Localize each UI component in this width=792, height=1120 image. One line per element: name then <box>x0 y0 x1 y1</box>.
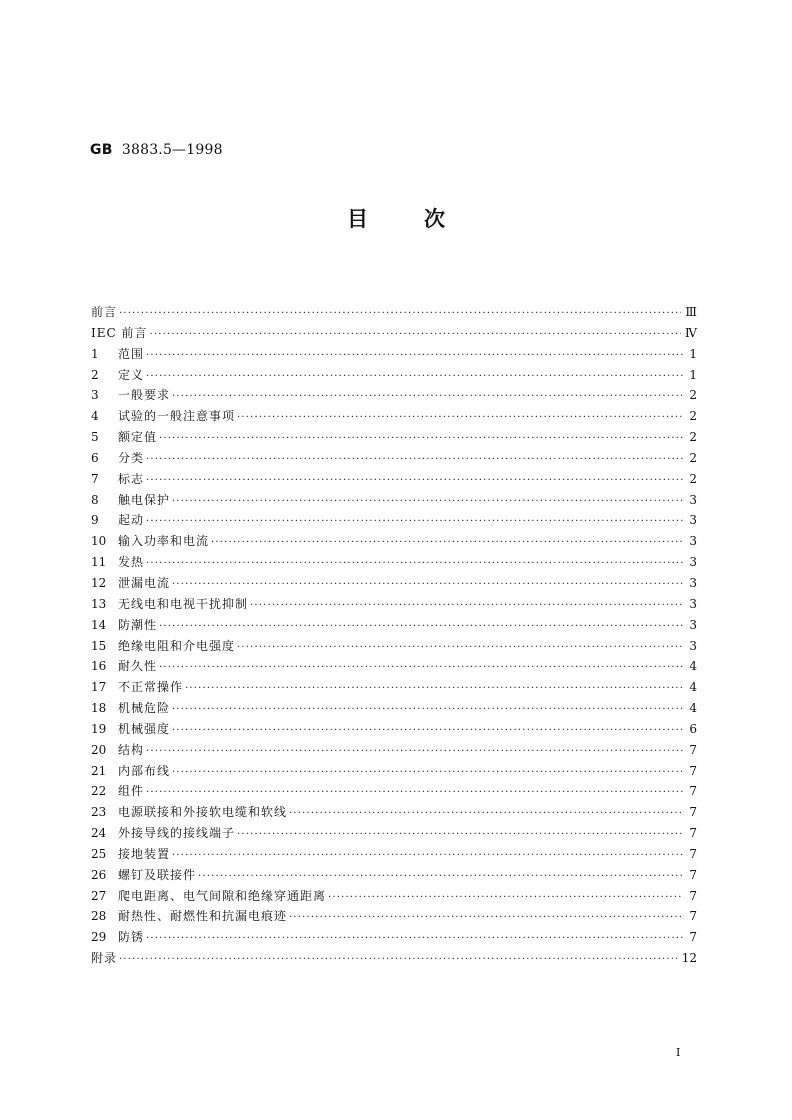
toc-entry-label: 机械危险 <box>118 701 171 716</box>
page-title <box>0 203 792 233</box>
toc-entry-page: 2 <box>689 471 697 486</box>
toc-entry <box>91 781 697 802</box>
toc-entry-number: 1 <box>91 346 99 361</box>
toc-entry-page: 7 <box>689 867 697 882</box>
toc-entry <box>91 740 697 761</box>
toc-entry-label: 螺钉及联接件 <box>118 867 197 882</box>
toc-dot-leader <box>211 533 683 554</box>
toc-entry-page: Ⅳ <box>685 325 697 340</box>
toc-entry-number: 26 <box>91 867 107 882</box>
toc-dot-leader <box>237 638 683 659</box>
toc-entry <box>91 385 697 406</box>
toc-entry-page: 3 <box>689 638 697 653</box>
toc-entry-page: 3 <box>689 617 697 632</box>
standard-prefix: GB <box>90 142 113 158</box>
toc-entry-page: 3 <box>689 534 697 549</box>
toc-entry-label: 定义 <box>118 367 145 382</box>
toc-entry <box>91 615 697 636</box>
toc-dot-leader <box>172 575 683 596</box>
toc-dot-leader <box>172 700 683 721</box>
toc-entry-page: 12 <box>681 951 697 966</box>
title-char-1: 目 <box>347 206 368 231</box>
toc-dot-leader <box>172 763 683 784</box>
toc-entry <box>91 719 697 740</box>
toc-dot-leader <box>146 742 683 763</box>
toc-entry-number: 8 <box>91 492 99 507</box>
toc-entry-label: 防潮性 <box>118 617 158 632</box>
toc-dot-leader <box>146 929 683 950</box>
toc-entry <box>91 510 697 531</box>
toc-entry <box>91 302 697 323</box>
toc-entry <box>91 948 697 969</box>
toc-entry-number: 4 <box>91 409 99 424</box>
toc-dot-leader <box>119 950 678 971</box>
toc-entry-number: 6 <box>91 450 99 465</box>
toc-entry <box>91 323 697 344</box>
toc-entry-label: 前言 <box>91 305 118 319</box>
toc-entry-label: 机械强度 <box>118 721 171 736</box>
toc-dot-leader <box>146 783 683 804</box>
toc-entry-label: 结构 <box>118 742 145 757</box>
toc-entry-page: 4 <box>689 659 697 674</box>
toc-entry <box>91 886 697 907</box>
toc-entry-label: 内部布线 <box>118 763 171 778</box>
toc-entry-number: 13 <box>91 596 107 611</box>
toc-entry-number: 20 <box>91 742 107 757</box>
toc-entry-number: 5 <box>91 430 99 445</box>
toc-entry-number: 11 <box>91 555 107 570</box>
toc-entry-label: 防锈 <box>118 930 145 945</box>
toc-entry <box>91 844 697 865</box>
toc-entry-number: 12 <box>91 575 107 590</box>
toc-entry-label: 接地装置 <box>118 846 171 861</box>
toc-entry <box>91 365 697 386</box>
toc-entry <box>91 427 697 448</box>
toc-dot-leader <box>159 429 683 450</box>
toc-dot-leader <box>198 867 683 888</box>
toc-entry-label: 电源联接和外接软电缆和软线 <box>118 805 288 820</box>
toc-entry-label: 不正常操作 <box>118 680 184 695</box>
toc-entry-number: 28 <box>91 909 107 924</box>
toc-entry-number: 24 <box>91 826 107 841</box>
toc-entry-label: 泄漏电流 <box>118 575 171 590</box>
toc-entry-label: 耐热性、耐燃性和抗漏电痕迹 <box>118 909 288 924</box>
toc-entry-number: 16 <box>91 659 107 674</box>
toc-entry-number: 9 <box>91 513 99 528</box>
toc-entry <box>91 802 697 823</box>
toc-entry-label: 绝缘电阻和介电强度 <box>118 638 236 653</box>
toc-entry-number: 25 <box>91 846 107 861</box>
toc-entry-number: 14 <box>91 617 107 632</box>
toc-entry-page: 7 <box>689 909 697 924</box>
toc-entry-label: 无线电和电视干扰抑制 <box>118 596 249 611</box>
toc-dot-leader <box>150 325 682 346</box>
toc-entry-label: 试验的一般注意事项 <box>118 409 236 424</box>
toc-entry-label: 额定值 <box>118 430 158 445</box>
toc-entry-page: 7 <box>689 763 697 778</box>
toc-dot-leader <box>159 617 683 638</box>
toc-dot-leader <box>172 846 683 867</box>
toc-entry-label: 附录 <box>91 951 118 966</box>
toc-dot-leader <box>146 471 683 492</box>
toc-entry-page: 2 <box>689 450 697 465</box>
toc-entry-number: 18 <box>91 701 107 716</box>
toc-entry-page: 7 <box>689 846 697 861</box>
toc-entry-label: 输入功率和电流 <box>118 534 210 549</box>
toc-entry <box>91 823 697 844</box>
toc-dot-leader <box>146 450 683 471</box>
toc-entry-label: 范围 <box>118 346 145 361</box>
toc-entry <box>91 656 697 677</box>
toc-entry-label: 发热 <box>118 555 145 570</box>
toc-entry-number: 29 <box>91 930 107 945</box>
toc-entry <box>91 573 697 594</box>
toc-entry-number: 17 <box>91 680 107 695</box>
toc-entry <box>91 636 697 657</box>
toc-entry <box>91 344 697 365</box>
toc-entry <box>91 865 697 886</box>
toc-entry <box>91 677 697 698</box>
toc-entry-number: 10 <box>91 534 107 549</box>
toc-dot-leader <box>119 304 681 325</box>
toc-entry <box>91 448 697 469</box>
toc-entry <box>91 469 697 490</box>
toc-entry <box>91 594 697 615</box>
toc-dot-leader <box>172 492 683 513</box>
toc-entry <box>91 698 697 719</box>
toc-entry-page: 4 <box>689 701 697 716</box>
toc-entry-page: 3 <box>689 492 697 507</box>
toc-entry-number: 22 <box>91 784 107 799</box>
standard-number: 3883.5—1998 <box>121 142 223 158</box>
toc-entry-page: 4 <box>689 680 697 695</box>
toc-entry-label: 外接导线的接线端子 <box>118 826 236 841</box>
toc-entry-number: 27 <box>91 888 107 903</box>
toc-dot-leader <box>172 387 683 408</box>
toc-entry <box>91 490 697 511</box>
toc-entry-page: 3 <box>689 513 697 528</box>
toc-dot-leader <box>237 408 683 429</box>
toc-entry-page: 2 <box>689 388 697 403</box>
standard-code <box>90 142 223 158</box>
toc-entry-label: 触电保护 <box>118 492 171 507</box>
toc-entry <box>91 927 697 948</box>
toc-entry-page: 2 <box>689 409 697 424</box>
toc-entry-label: 组件 <box>118 784 145 799</box>
toc-entry <box>91 406 697 427</box>
toc-entry <box>91 552 697 573</box>
toc-entry-page: 7 <box>689 930 697 945</box>
toc-entry-page: 7 <box>689 826 697 841</box>
toc-entry-number: 19 <box>91 721 107 736</box>
toc-dot-leader <box>146 512 683 533</box>
toc-entry-number: 2 <box>91 367 99 382</box>
toc-dot-leader <box>172 721 683 742</box>
table-of-contents <box>91 302 697 969</box>
toc-dot-leader <box>159 658 683 679</box>
toc-entry-page: 2 <box>689 430 697 445</box>
toc-entry <box>91 531 697 552</box>
toc-entry <box>91 761 697 782</box>
toc-entry-label: 一般要求 <box>118 388 171 403</box>
toc-dot-leader <box>185 679 683 700</box>
page-number: Ⅰ <box>676 1046 681 1059</box>
toc-entry-number: 7 <box>91 471 99 486</box>
toc-entry-page: 1 <box>689 367 697 382</box>
toc-entry-number: 15 <box>91 638 107 653</box>
toc-entry-number: 3 <box>91 388 99 403</box>
toc-dot-leader <box>146 367 683 388</box>
toc-entry-page: 3 <box>689 555 697 570</box>
toc-entry-page: 7 <box>689 888 697 903</box>
toc-entry-number: 21 <box>91 763 107 778</box>
toc-entry-page: 7 <box>689 742 697 757</box>
title-char-2: 次 <box>424 206 445 231</box>
toc-entry-page: 3 <box>689 575 697 590</box>
toc-entry-page: Ⅲ <box>685 305 697 319</box>
toc-entry-page: 6 <box>689 721 697 736</box>
toc-entry-label: 标志 <box>118 471 145 486</box>
toc-entry-label: 起动 <box>118 513 145 528</box>
toc-entry <box>91 906 697 927</box>
toc-dot-leader <box>289 908 683 929</box>
toc-entry-page: 1 <box>689 346 697 361</box>
toc-entry-label: 分类 <box>118 450 145 465</box>
toc-entry-page: 3 <box>689 596 697 611</box>
toc-entry-label: 爬电距离、电气间隙和绝缘穿通距离 <box>118 888 327 903</box>
toc-dot-leader <box>237 825 683 846</box>
toc-entry-label: IEC 前言 <box>91 325 148 340</box>
toc-entry-page: 7 <box>689 805 697 820</box>
toc-entry-label: 耐久性 <box>118 659 158 674</box>
toc-dot-leader <box>146 554 683 575</box>
toc-dot-leader <box>328 888 683 909</box>
toc-entry-page: 7 <box>689 784 697 799</box>
toc-dot-leader <box>289 804 683 825</box>
toc-dot-leader <box>250 596 683 617</box>
toc-dot-leader <box>146 346 683 367</box>
toc-entry-number: 23 <box>91 805 107 820</box>
